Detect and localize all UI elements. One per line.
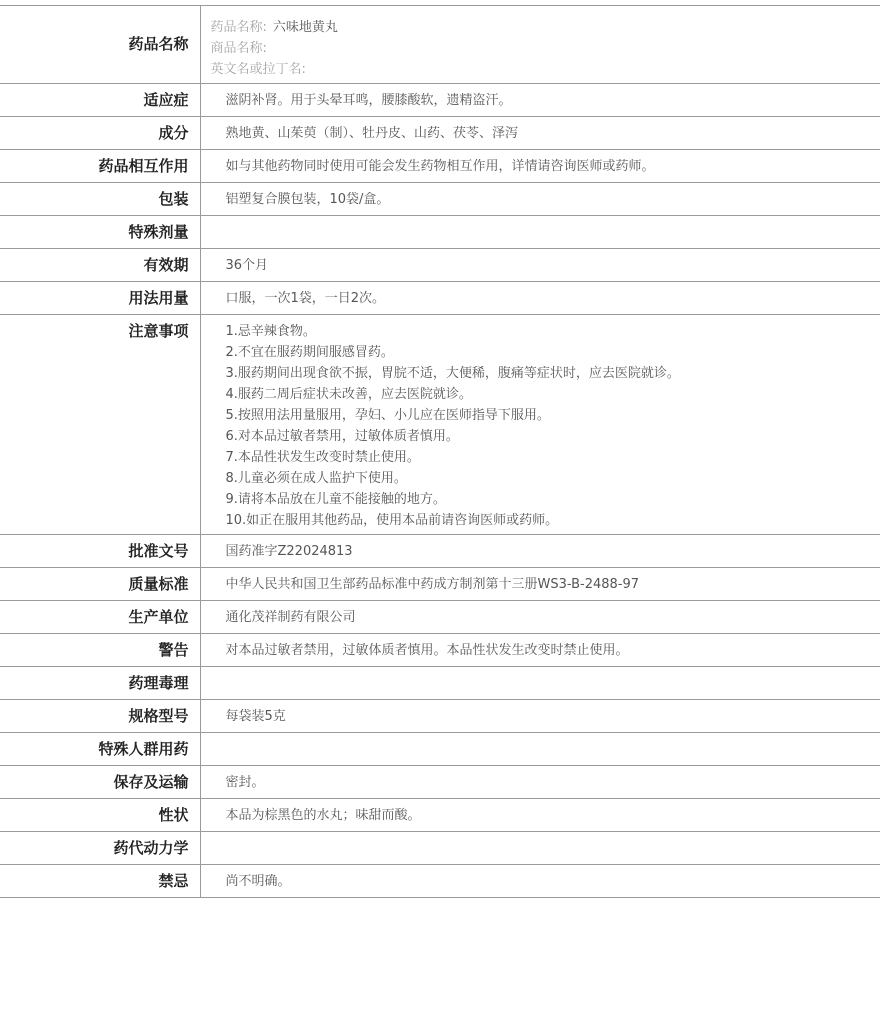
row-value: 滋阴补肾。用于头晕耳鸣，腰膝酸软，遗精盗汗。 — [225, 93, 512, 108]
table-row — [0, 150, 880, 183]
table-row — [0, 84, 880, 117]
table-row — [0, 799, 880, 832]
row-key: 规格型号 — [0, 700, 200, 733]
row-value — [200, 667, 880, 700]
table-row — [0, 700, 880, 733]
row-value — [200, 733, 880, 766]
row-value: 36个月 — [225, 258, 269, 273]
row-key: 警告 — [0, 634, 200, 667]
row-key: 有效期 — [0, 249, 200, 282]
table-row — [0, 282, 880, 315]
table-row — [0, 667, 880, 700]
name-line-latin — [211, 59, 880, 80]
row-value: 通化茂祥制药有限公司 — [225, 610, 356, 625]
row-drug-name — [0, 6, 880, 84]
row-key: 药理毒理 — [0, 667, 200, 700]
list-item: 1.忌辛辣食物。 — [225, 324, 316, 339]
table-row — [0, 766, 880, 799]
drug-spec-table — [0, 5, 880, 898]
row-key: 用法用量 — [0, 282, 200, 315]
row-value — [200, 832, 880, 865]
row-value — [200, 6, 880, 84]
row-value: 密封。 — [225, 775, 265, 790]
row-value — [200, 216, 880, 249]
name-label: 英文名或拉丁名: — [210, 62, 306, 77]
table-row — [0, 249, 880, 282]
row-value: 每袋装5克 — [225, 709, 286, 724]
name-value: 六味地黄丸 — [272, 20, 338, 35]
list-item: 3.服药期间出现食欲不振，胃脘不适，大便稀，腹痛等症状时，应去医院就诊。 — [225, 366, 680, 381]
name-label: 商品名称: — [210, 41, 267, 56]
row-precautions — [0, 315, 880, 535]
row-value: 如与其他药物同时使用可能会发生药物相互作用，详情请咨询医师或药师。 — [225, 159, 655, 174]
list-item: 5.按照用法用量服用，孕妇、小儿应在医师指导下服用。 — [225, 408, 550, 423]
row-key: 注意事项 — [0, 315, 200, 535]
list-item: 10.如正在服用其他药品，使用本品前请咨询医师或药师。 — [225, 513, 559, 528]
row-key: 药代动力学 — [0, 832, 200, 865]
list-item: 2.不宜在服药期间服感冒药。 — [225, 345, 394, 360]
row-value: 对本品过敏者禁用，过敏体质者慎用。本品性状发生改变时禁止使用。 — [225, 643, 629, 658]
row-key: 禁忌 — [0, 865, 200, 898]
table-row — [0, 117, 880, 150]
row-value: 口服，一次1袋，一日2次。 — [225, 291, 386, 306]
row-key: 药品相互作用 — [0, 150, 200, 183]
row-key: 成分 — [0, 117, 200, 150]
row-key: 适应症 — [0, 84, 200, 117]
row-value: 熟地黄、山茱萸（制）、牡丹皮、山药、茯苓、泽泻 — [225, 126, 519, 141]
row-value: 中华人民共和国卫生部药品标准中药成方制剂第十三册WS3-B-2488-97 — [225, 577, 640, 592]
name-line-generic — [211, 17, 880, 38]
name-line-trade — [211, 38, 880, 59]
table-row — [0, 601, 880, 634]
table-row — [0, 865, 880, 898]
row-key: 性状 — [0, 799, 200, 832]
table-row — [0, 568, 880, 601]
row-key: 包装 — [0, 183, 200, 216]
row-key: 药品名称 — [0, 6, 200, 84]
list-item: 4.服药二周后症状未改善，应去医院就诊。 — [225, 387, 472, 402]
row-value: 国药准字Z22024813 — [225, 544, 353, 559]
row-key: 保存及运输 — [0, 766, 200, 799]
table-row — [0, 634, 880, 667]
list-item: 9.请将本品放在儿童不能接触的地方。 — [225, 492, 446, 507]
table-row — [0, 733, 880, 766]
list-item: 6.对本品过敏者禁用，过敏体质者慎用。 — [225, 429, 459, 444]
table-row — [0, 832, 880, 865]
row-value: 铝塑复合膜包装，10袋/盒。 — [225, 192, 390, 207]
list-item: 8.儿童必须在成人监护下使用。 — [225, 471, 407, 486]
row-key: 质量标准 — [0, 568, 200, 601]
row-key: 生产单位 — [0, 601, 200, 634]
table-row — [0, 183, 880, 216]
name-label: 药品名称: — [210, 20, 267, 35]
row-key: 特殊剂量 — [0, 216, 200, 249]
row-key: 特殊人群用药 — [0, 733, 200, 766]
list-item: 7.本品性状发生改变时禁止使用。 — [225, 450, 420, 465]
row-key: 批准文号 — [0, 535, 200, 568]
table-row — [0, 216, 880, 249]
row-value: 尚不明确。 — [225, 874, 291, 889]
row-value — [200, 315, 880, 535]
row-value: 本品为棕黑色的水丸；味甜而酸。 — [225, 808, 421, 823]
table-row — [0, 535, 880, 568]
